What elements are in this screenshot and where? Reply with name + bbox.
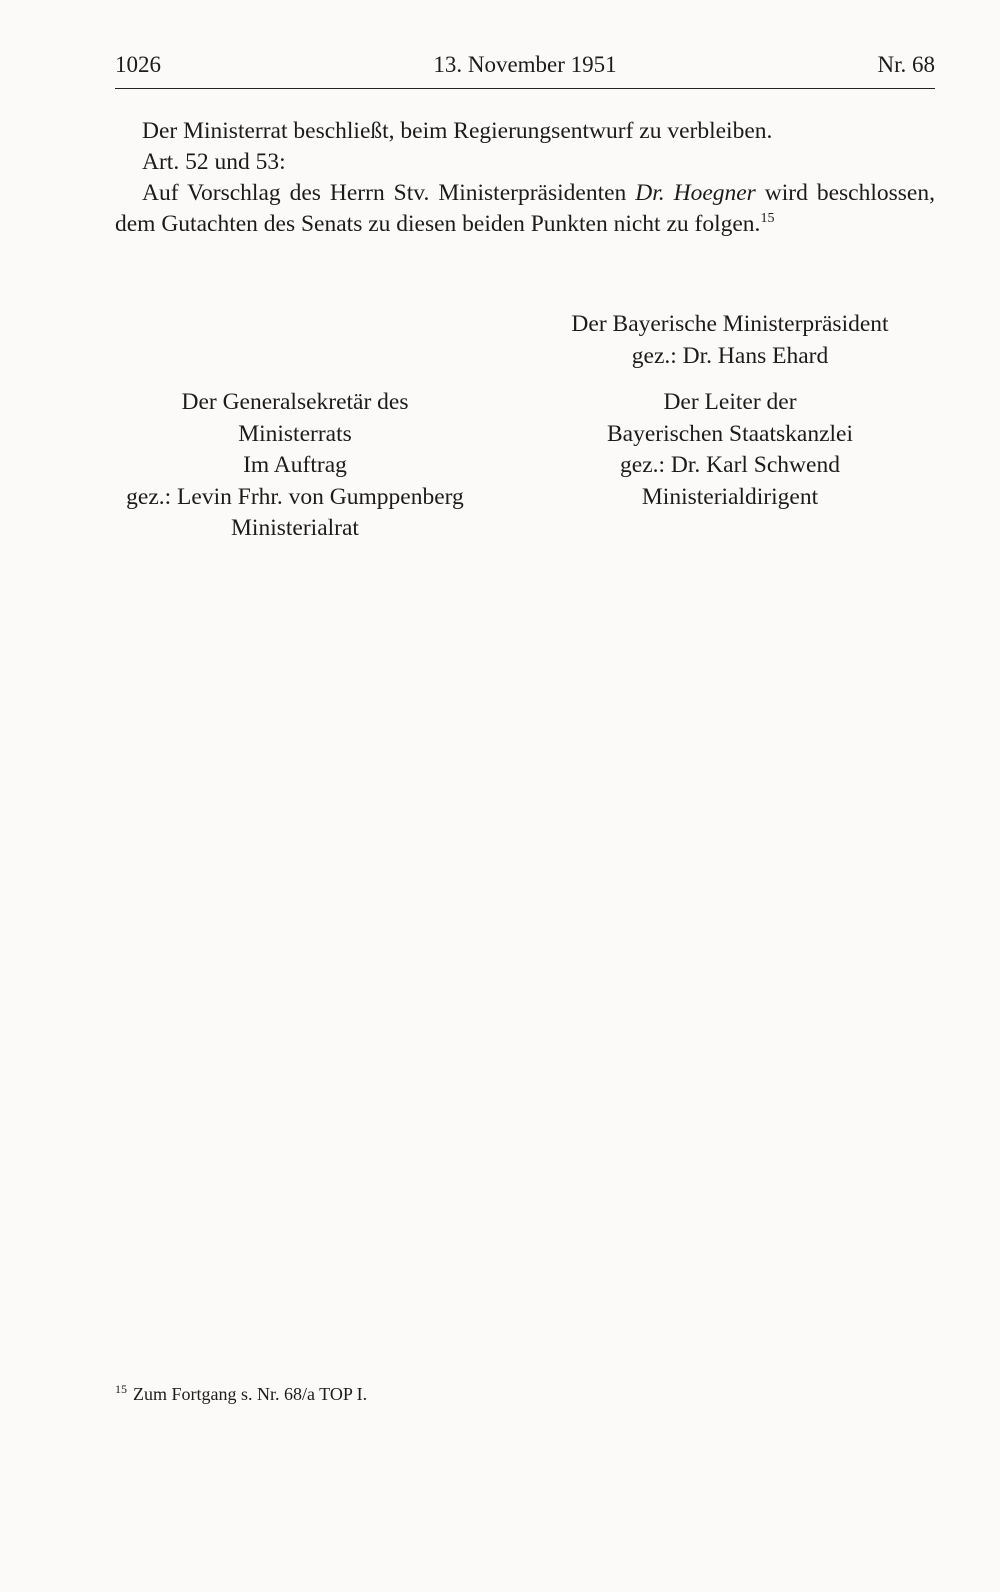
document-number: Nr. 68 xyxy=(877,52,935,77)
signature-generalsekretaer xyxy=(115,387,475,545)
person-name: Dr. Hoegner xyxy=(635,180,756,206)
footnote-number: 15 xyxy=(115,1382,127,1396)
signature-name: gez.: Dr. Hans Ehard xyxy=(631,342,829,369)
proposal-text-end: wird beschlossen, dem Gutachten des Senats zu diesen beiden Punkten nicht zu folgen. xyxy=(115,180,935,237)
footnote-text: Zum Fortgang s. Nr. 68/a TOP I. xyxy=(133,1384,368,1404)
signature-title: Der Bayerische Ministerpräsident xyxy=(571,311,889,337)
signature-title-cont: Ministerrats xyxy=(238,420,352,447)
signature-name: gez.: Dr. Karl Schwend xyxy=(620,452,840,478)
paragraph-decision: Der Ministerrat beschließt, beim Regierungsentwurf zu verbleiben. xyxy=(142,118,773,144)
header-date: 13. November 1951 xyxy=(433,52,617,77)
page-number: 1026 xyxy=(115,52,161,77)
signature-title: Der Generalsekretär des xyxy=(181,389,409,415)
paragraph-articles: Art. 52 und 53: xyxy=(142,149,286,175)
signature-rank: Ministerialdirigent xyxy=(641,483,819,510)
signature-rank: Ministerialrat xyxy=(231,515,359,541)
paragraph-proposal xyxy=(115,178,935,240)
signature-title-cont: Bayerischen Staatskanzlei xyxy=(606,420,853,447)
page-header xyxy=(115,52,935,86)
signature-ministerpraesident xyxy=(540,309,920,372)
signature-staatskanzlei xyxy=(570,387,890,513)
signature-title: Der Leiter der xyxy=(663,389,797,415)
header-rule xyxy=(115,88,935,89)
footnote-reference: 15 xyxy=(760,211,775,226)
signature-name: gez.: Levin Frhr. von Gumppenberg xyxy=(126,483,464,510)
proposal-text-start: Auf Vorschlag des Herrn Stv. Ministerpräsidenten xyxy=(142,180,636,206)
footnote xyxy=(115,1382,935,1406)
signature-capacity: Im Auftrag xyxy=(243,452,347,478)
